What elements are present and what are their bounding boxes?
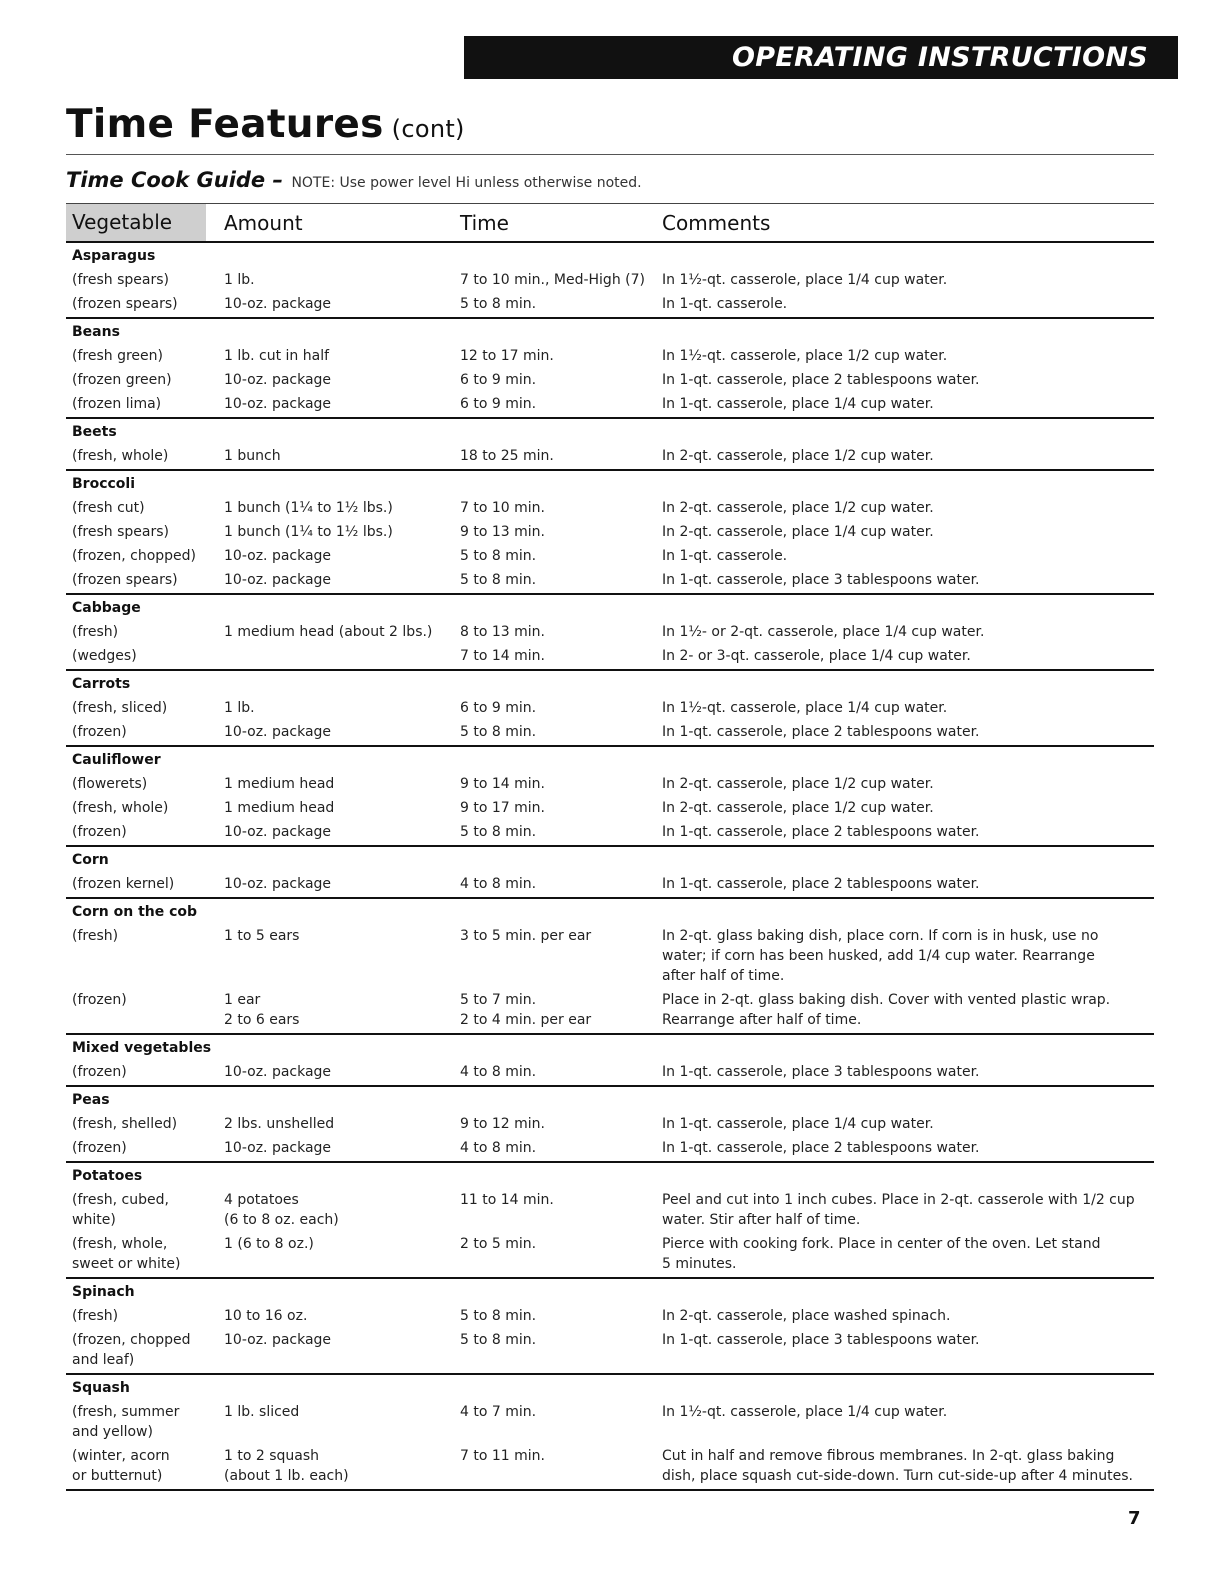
- cell-amount: 10-oz. package: [224, 572, 332, 588]
- cell-vegetable: (frozen lima): [72, 396, 162, 412]
- cell-amount: 1 to 5 ears: [224, 928, 300, 944]
- cell-time: 5 to 8 min.: [460, 1332, 537, 1348]
- table-row: [66, 346, 1154, 366]
- vegetable-group: [66, 1279, 1154, 1375]
- cell-vegetable: (fresh): [72, 1308, 119, 1324]
- cell-comment: In 2-qt. glass baking dish, place corn. If corn is in husk, use no water; if corn has been husked, add 1/4 cup water. Rearrange after half of time.: [662, 928, 1099, 984]
- guide-subtitle: [66, 168, 642, 192]
- cell-vegetable: (winter, acorn or butternut): [72, 1448, 170, 1484]
- cell-vegetable: (fresh, whole): [72, 448, 169, 464]
- cell-comment: In 1-qt. casserole, place 2 tablespoons water.: [662, 1140, 980, 1156]
- cell-vegetable: (fresh, cubed, white): [72, 1192, 169, 1228]
- cell-comment: In 1-qt. casserole, place 2 tablespoons water.: [662, 372, 980, 388]
- cell-time: 9 to 17 min.: [460, 800, 545, 816]
- cell-amount: 10 to 16 oz.: [224, 1308, 308, 1324]
- header-vegetable: Vegetable: [66, 204, 206, 241]
- cell-vegetable: (frozen spears): [72, 296, 178, 312]
- vegetable-group: [66, 1163, 1154, 1279]
- vegetable-group-name: Beets: [72, 424, 117, 440]
- cell-time: 5 to 8 min.: [460, 724, 537, 740]
- page-number: 7: [1128, 1508, 1141, 1529]
- cell-vegetable: (fresh, shelled): [72, 1116, 178, 1132]
- vegetable-group-name: Peas: [72, 1092, 110, 1108]
- cell-vegetable: (fresh, sliced): [72, 700, 168, 716]
- cell-vegetable: (frozen kernel): [72, 876, 175, 892]
- vegetable-group: [66, 1087, 1154, 1163]
- cell-amount: 10-oz. package: [224, 1064, 332, 1080]
- cell-time: 2 to 5 min.: [460, 1236, 537, 1252]
- table-row: [66, 1234, 1154, 1274]
- page-title: [66, 102, 465, 147]
- header-time: Time: [460, 211, 509, 235]
- cell-vegetable: (wedges): [72, 648, 137, 664]
- vegetable-group: [66, 471, 1154, 595]
- cell-time: 4 to 8 min.: [460, 1064, 537, 1080]
- cell-time: 9 to 14 min.: [460, 776, 545, 792]
- cell-comment: In 2-qt. casserole, place 1/2 cup water.: [662, 776, 934, 792]
- cell-vegetable: (frozen, chopped): [72, 548, 197, 564]
- cell-vegetable: (frozen spears): [72, 572, 178, 588]
- table-row: [66, 722, 1154, 742]
- cell-time: 5 to 8 min.: [460, 1308, 537, 1324]
- cell-comment: In 2-qt. casserole, place 1/4 cup water.: [662, 524, 934, 540]
- cell-amount: 1 lb.: [224, 700, 255, 716]
- cell-time: 11 to 14 min.: [460, 1192, 554, 1208]
- cell-comment: Cut in half and remove fibrous membranes. In 2-qt. glass baking dish, place squash cut-side-down. Turn cut-side-up after 4 minutes.: [662, 1448, 1133, 1484]
- cell-time: 9 to 12 min.: [460, 1116, 545, 1132]
- table-header: [66, 204, 1154, 243]
- cell-comment: In 2-qt. casserole, place 1/2 cup water.: [662, 500, 934, 516]
- table-row: [66, 546, 1154, 566]
- table-row: [66, 1330, 1154, 1370]
- cell-vegetable: (fresh, whole, sweet or white): [72, 1236, 181, 1272]
- cell-comment: Peel and cut into 1 inch cubes. Place in 2-qt. casserole with 1/2 cup water. Stir after half of time.: [662, 1192, 1135, 1228]
- cell-comment: In 1½-qt. casserole, place 1/2 cup water.: [662, 348, 948, 364]
- cell-vegetable: (fresh cut): [72, 500, 145, 516]
- vegetable-group-name: Mixed vegetables: [72, 1040, 212, 1056]
- cell-amount: 10-oz. package: [224, 1140, 332, 1156]
- cell-time: 4 to 8 min.: [460, 876, 537, 892]
- cell-comment: In 1-qt. casserole.: [662, 548, 788, 564]
- cell-comment: In 2- or 3-qt. casserole, place 1/4 cup water.: [662, 648, 971, 664]
- section-banner: OPERATING INSTRUCTIONS: [464, 36, 1178, 79]
- cell-time: 5 to 8 min.: [460, 824, 537, 840]
- table-row: [66, 1138, 1154, 1158]
- guide-note: NOTE: Use power level Hi unless otherwise noted.: [291, 175, 642, 191]
- table-row: [66, 370, 1154, 390]
- cell-amount: 4 potatoes (6 to 8 oz. each): [224, 1192, 339, 1228]
- cell-amount: 10-oz. package: [224, 724, 332, 740]
- cell-comment: In 1-qt. casserole, place 3 tablespoons water.: [662, 572, 980, 588]
- table-row: [66, 926, 1154, 986]
- table-row: [66, 294, 1154, 314]
- cell-vegetable: (fresh): [72, 928, 119, 944]
- cell-amount: 1 medium head (about 2 lbs.): [224, 624, 433, 640]
- cell-time: 8 to 13 min.: [460, 624, 545, 640]
- vegetable-group-name: Carrots: [72, 676, 131, 692]
- cell-time: 6 to 9 min.: [460, 700, 537, 716]
- cell-time: 7 to 10 min.: [460, 500, 545, 516]
- cell-comment: In 1-qt. casserole.: [662, 296, 788, 312]
- cell-comment: In 1-qt. casserole, place 2 tablespoons water.: [662, 876, 980, 892]
- cell-vegetable: (fresh spears): [72, 524, 169, 540]
- cell-vegetable: (frozen): [72, 992, 127, 1008]
- vegetable-group-name: Spinach: [72, 1284, 135, 1300]
- table-row: [66, 1114, 1154, 1134]
- cell-comment: In 1½- or 2-qt. casserole, place 1/4 cup water.: [662, 624, 985, 640]
- cell-vegetable: (fresh green): [72, 348, 163, 364]
- vegetable-group-name: Squash: [72, 1380, 130, 1396]
- cell-comment: Place in 2-qt. glass baking dish. Cover with vented plastic wrap. Rearrange after half of time.: [662, 992, 1111, 1028]
- cell-amount: 1 lb. cut in half: [224, 348, 330, 364]
- table-row: [66, 874, 1154, 894]
- cell-time: 18 to 25 min.: [460, 448, 554, 464]
- table-row: [66, 646, 1154, 666]
- cell-time: 4 to 7 min.: [460, 1404, 537, 1420]
- vegetable-group: [66, 847, 1154, 899]
- vegetable-group: [66, 747, 1154, 847]
- cell-amount: 10-oz. package: [224, 824, 332, 840]
- table-row: [66, 1446, 1154, 1486]
- vegetable-group: [66, 595, 1154, 671]
- cell-amount: 1 medium head: [224, 800, 335, 816]
- vegetable-group-name: Cauliflower: [72, 752, 161, 768]
- cell-vegetable: (frozen): [72, 724, 127, 740]
- header-comments: Comments: [662, 211, 771, 235]
- table-row: [66, 774, 1154, 794]
- vegetable-group: [66, 1035, 1154, 1087]
- cell-amount: 10-oz. package: [224, 876, 332, 892]
- table-row: [66, 446, 1154, 466]
- vegetable-group: [66, 1375, 1154, 1491]
- cell-amount: 1 lb. sliced: [224, 1404, 300, 1420]
- cell-comment: Pierce with cooking fork. Place in center of the oven. Let stand 5 minutes.: [662, 1236, 1101, 1272]
- guide-title: Time Cook Guide –: [66, 168, 283, 192]
- cell-time: 5 to 7 min. 2 to 4 min. per ear: [460, 992, 592, 1028]
- cell-vegetable: (fresh, whole): [72, 800, 169, 816]
- vegetable-group-name: Broccoli: [72, 476, 136, 492]
- table-row: [66, 798, 1154, 818]
- cell-vegetable: (frozen): [72, 1140, 127, 1156]
- time-cook-table: [66, 243, 1154, 1491]
- cell-comment: In 2-qt. casserole, place washed spinach.: [662, 1308, 951, 1324]
- cell-time: 5 to 8 min.: [460, 572, 537, 588]
- table-row: [66, 394, 1154, 414]
- cell-time: 7 to 10 min., Med-High (7): [460, 272, 645, 288]
- cell-amount: 1 lb.: [224, 272, 255, 288]
- cell-amount: 10-oz. package: [224, 396, 332, 412]
- cell-amount: 1 (6 to 8 oz.): [224, 1236, 314, 1252]
- cell-comment: In 1-qt. casserole, place 1/4 cup water.: [662, 396, 934, 412]
- cell-comment: In 2-qt. casserole, place 1/2 cup water.: [662, 448, 934, 464]
- title-divider: [66, 154, 1154, 155]
- vegetable-group: [66, 671, 1154, 747]
- cell-amount: 1 bunch (1¼ to 1½ lbs.): [224, 524, 393, 540]
- vegetable-group-name: Corn on the cob: [72, 904, 198, 920]
- cell-amount: 10-oz. package: [224, 296, 332, 312]
- cell-vegetable: (fresh): [72, 624, 119, 640]
- cell-amount: 1 bunch: [224, 448, 281, 464]
- table-row: [66, 522, 1154, 542]
- cell-amount: 10-oz. package: [224, 372, 332, 388]
- cell-comment: In 1½-qt. casserole, place 1/4 cup water.: [662, 700, 948, 716]
- cell-comment: In 1-qt. casserole, place 1/4 cup water.: [662, 1116, 934, 1132]
- cell-vegetable: (frozen): [72, 1064, 127, 1080]
- cell-vegetable: (fresh, summer and yellow): [72, 1404, 180, 1440]
- cell-comment: In 1½-qt. casserole, place 1/4 cup water.: [662, 1404, 948, 1420]
- table-row: [66, 270, 1154, 290]
- cell-time: 6 to 9 min.: [460, 396, 537, 412]
- cell-comment: In 1-qt. casserole, place 2 tablespoons water.: [662, 824, 980, 840]
- table-row: [66, 1190, 1154, 1230]
- vegetable-group-name: Cabbage: [72, 600, 141, 616]
- cell-time: 12 to 17 min.: [460, 348, 554, 364]
- cell-time: 7 to 14 min.: [460, 648, 545, 664]
- title-cont: (cont): [391, 115, 465, 143]
- cell-vegetable: (frozen): [72, 824, 127, 840]
- table-row: [66, 1402, 1154, 1442]
- vegetable-group-name: Asparagus: [72, 248, 156, 264]
- vegetable-group-name: Beans: [72, 324, 120, 340]
- title-text: Time Features: [66, 102, 384, 147]
- table-row: [66, 1062, 1154, 1082]
- table-row: [66, 1306, 1154, 1326]
- cell-amount: 2 lbs. unshelled: [224, 1116, 335, 1132]
- cell-time: 4 to 8 min.: [460, 1140, 537, 1156]
- cell-comment: In 1-qt. casserole, place 2 tablespoons water.: [662, 724, 980, 740]
- cell-time: 3 to 5 min. per ear: [460, 928, 592, 944]
- cell-amount: 1 ear 2 to 6 ears: [224, 992, 300, 1028]
- vegetable-group-name: Potatoes: [72, 1168, 143, 1184]
- cell-time: 7 to 11 min.: [460, 1448, 545, 1464]
- vegetable-group: [66, 899, 1154, 1035]
- vegetable-group-name: Corn: [72, 852, 109, 868]
- table-row: [66, 570, 1154, 590]
- cell-vegetable: (flowerets): [72, 776, 148, 792]
- cell-time: 9 to 13 min.: [460, 524, 545, 540]
- cell-time: 6 to 9 min.: [460, 372, 537, 388]
- cell-comment: In 2-qt. casserole, place 1/2 cup water.: [662, 800, 934, 816]
- cell-time: 5 to 8 min.: [460, 296, 537, 312]
- cell-vegetable: (frozen green): [72, 372, 172, 388]
- cell-time: 5 to 8 min.: [460, 548, 537, 564]
- cell-amount: 1 medium head: [224, 776, 335, 792]
- cell-vegetable: (frozen, chopped and leaf): [72, 1332, 191, 1368]
- cell-amount: 1 to 2 squash (about 1 lb. each): [224, 1448, 349, 1484]
- cell-comment: In 1½-qt. casserole, place 1/4 cup water.: [662, 272, 948, 288]
- cell-comment: In 1-qt. casserole, place 3 tablespoons water.: [662, 1064, 980, 1080]
- cell-comment: In 1-qt. casserole, place 3 tablespoons water.: [662, 1332, 980, 1348]
- vegetable-group: [66, 419, 1154, 471]
- table-row: [66, 822, 1154, 842]
- table-row: [66, 622, 1154, 642]
- table-row: [66, 498, 1154, 518]
- vegetable-group: [66, 243, 1154, 319]
- header-amount: Amount: [224, 211, 303, 235]
- cell-amount: 10-oz. package: [224, 1332, 332, 1348]
- table-row: [66, 990, 1154, 1030]
- table-row: [66, 698, 1154, 718]
- vegetable-group: [66, 319, 1154, 419]
- cell-vegetable: (fresh spears): [72, 272, 169, 288]
- cell-amount: 1 bunch (1¼ to 1½ lbs.): [224, 500, 393, 516]
- cell-amount: 10-oz. package: [224, 548, 332, 564]
